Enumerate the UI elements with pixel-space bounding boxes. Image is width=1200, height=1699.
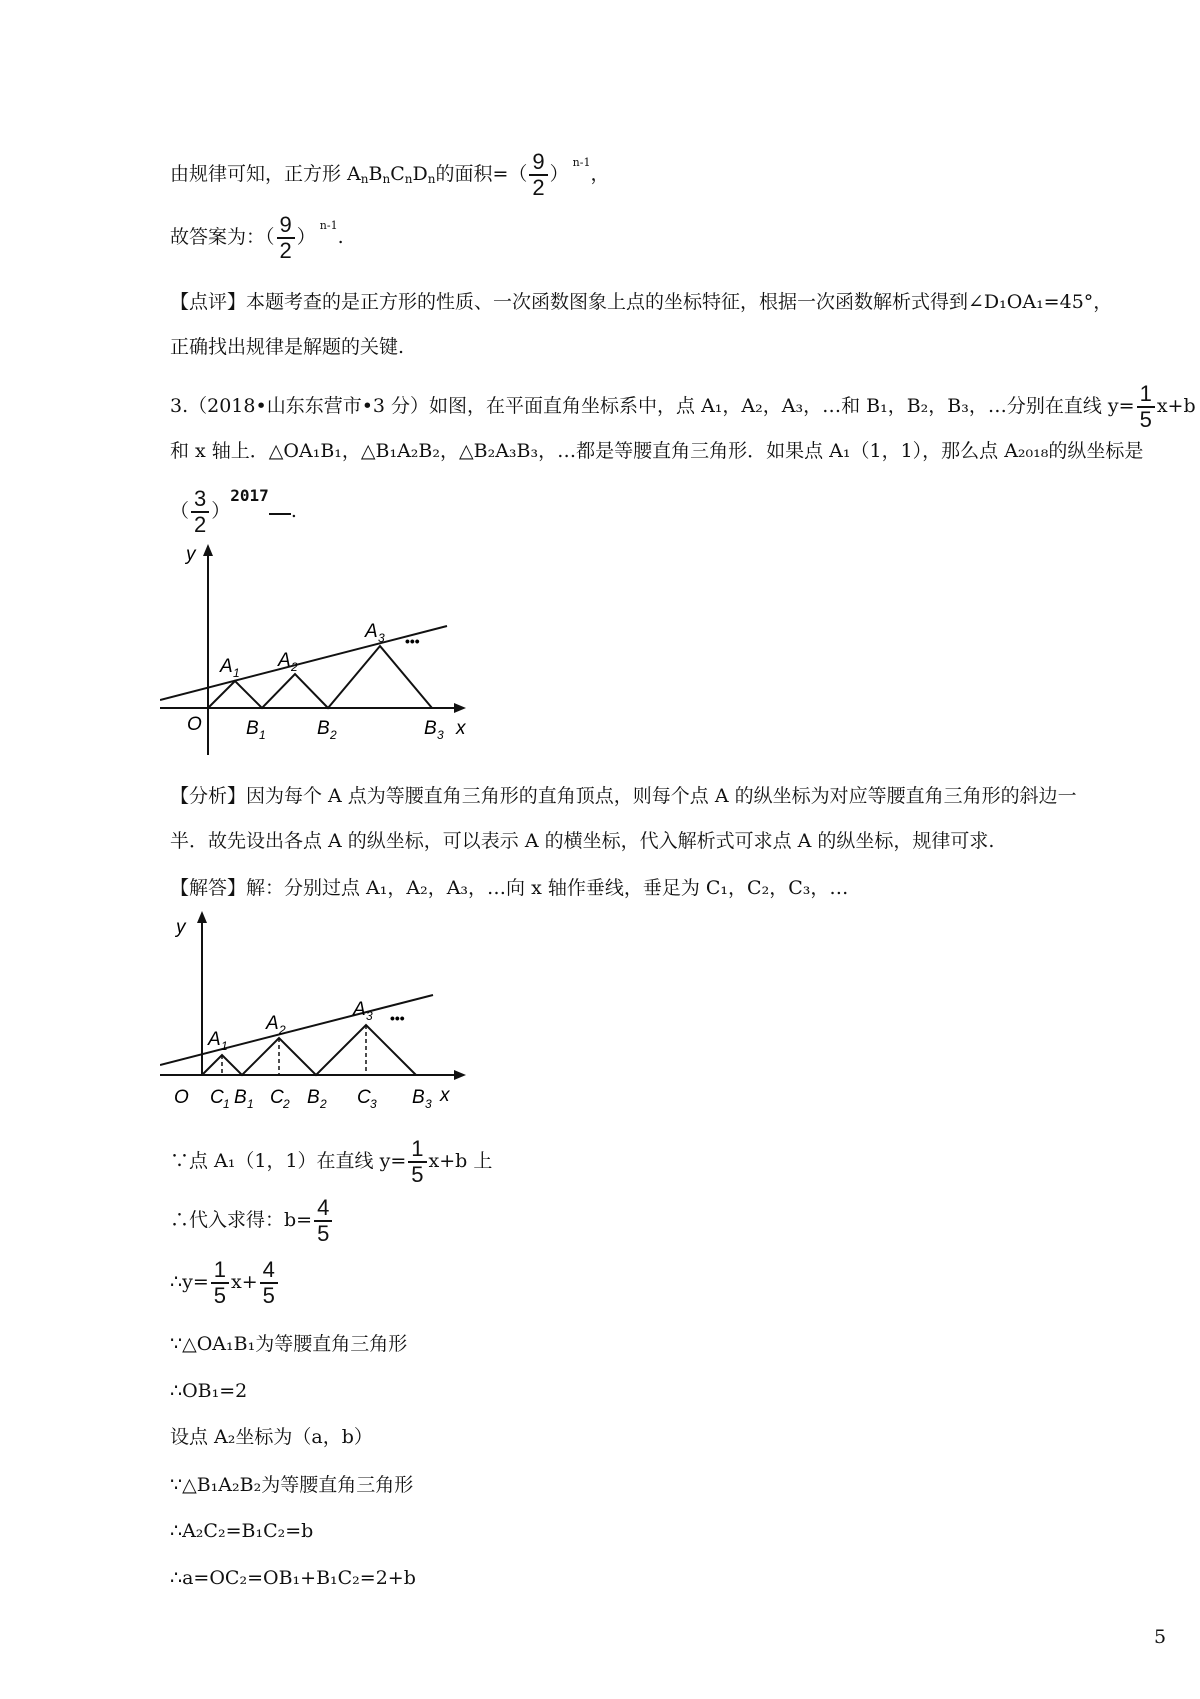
label-y: y: [176, 917, 186, 938]
label-a2: A: [266, 1013, 279, 1034]
label-x: x: [440, 1085, 450, 1106]
comment-line-2: 正确找出规律是解题的关键.: [170, 336, 405, 358]
label-b3: B: [424, 718, 437, 739]
label-x: x: [456, 718, 466, 739]
text: ）: [211, 500, 231, 522]
exponent: n-1: [572, 156, 591, 169]
text: C: [390, 163, 405, 185]
analysis-line-2: 半．故先设出各点 A 的纵坐标，可以表示 A 的横坐标，代入解析式可求点 A 的纵坐标，规律可求.: [170, 830, 995, 852]
text: 3.（2018•山东东营市•3 分）如图，在平面直角坐标系中，点 A₁，A₂，A₃，…和 B₁，B₂，B₃，…分别在直线 y=: [170, 395, 1135, 417]
label-o: O: [174, 1087, 189, 1108]
y-arrow: [203, 544, 213, 556]
text: 由规律可知，正方形 A: [170, 163, 361, 185]
numerator: 4: [317, 1195, 330, 1220]
solution-line-3: [170, 1196, 334, 1246]
sub: n: [360, 172, 369, 186]
text: D: [412, 163, 428, 185]
solution-line-10: ∴a=OC₂=OB₁+B₁C₂=2+b: [170, 1567, 416, 1589]
label-b1-sub: 1: [247, 1097, 254, 1111]
text: ）: [296, 226, 316, 248]
label-a2: A: [278, 650, 291, 671]
triangles-polyline: [208, 646, 432, 708]
denominator: 5: [314, 1220, 332, 1246]
sub: n: [404, 172, 413, 186]
label-a3-sub: 3: [378, 631, 385, 645]
label-a1-sub: 1: [221, 1039, 228, 1053]
label-c1: C: [210, 1087, 224, 1108]
text: 的面积=（: [435, 163, 528, 185]
label-b2-sub: 2: [320, 1097, 327, 1111]
numerator: 9: [532, 149, 545, 174]
fraction-9-2: [277, 213, 295, 263]
figure-1: [160, 540, 480, 770]
denominator: 2: [277, 237, 295, 263]
sub: n: [382, 172, 391, 186]
label-a3: A: [353, 999, 366, 1020]
label-b3-sub: 3: [425, 1097, 432, 1111]
answer-blank: [170, 486, 297, 537]
triangles-polyline: [202, 1025, 416, 1075]
text: .: [337, 226, 344, 248]
solution-line-1: 【解答】解：分别过点 A₁，A₂，A₃，…向 x 轴作垂线，垂足为 C₁，C₂，C₃，…: [170, 877, 849, 899]
label-b1: B: [246, 718, 259, 739]
sub: n: [427, 172, 436, 186]
blank-line: [269, 513, 291, 515]
text: ∵点 A₁（1，1）在直线 y=: [170, 1150, 407, 1172]
label-c2: C: [270, 1087, 284, 1108]
label-c2-sub: 2: [283, 1097, 290, 1111]
numerator: 9: [279, 212, 292, 237]
numerator: 1: [1139, 381, 1152, 406]
label-a1: A: [208, 1029, 221, 1050]
fraction-1-5: [211, 1258, 229, 1308]
numerator: 1: [213, 1257, 226, 1282]
text: （: [170, 500, 190, 522]
text: ∴y=: [170, 1271, 209, 1293]
label-o: O: [187, 714, 202, 735]
analysis-line-1: 【分析】因为每个 A 点为等腰直角三角形的直角顶点，则每个点 A 的纵坐标为对应等腰直角三角形的斜边一: [170, 785, 1077, 807]
label-a1-sub: 1: [233, 666, 240, 680]
solution-line-5: ∵△OA₁B₁为等腰直角三角形: [170, 1333, 408, 1355]
question-line-2: 和 x 轴上．△OA₁B₁，△B₁A₂B₂，△B₂A₃B₃，…都是等腰直角三角形．如果点 A₁（1，1），那么点 A₂₀₁₈的纵坐标是: [170, 440, 1144, 462]
exponent: n-1: [319, 219, 338, 232]
comment-line-1: 【点评】本题考查的是正方形的性质、一次函数图象上点的坐标特征，根据一次函数解析式得到∠D₁OA₁=45°，: [170, 291, 1113, 313]
text-line-1: [170, 150, 609, 200]
text: B: [368, 163, 383, 185]
text: x+b 上: [428, 1150, 493, 1172]
solution-line-9: ∴A₂C₂=B₁C₂=b: [170, 1520, 314, 1542]
denominator: 2: [529, 174, 547, 200]
label-b2: B: [317, 718, 330, 739]
x-arrow: [454, 703, 466, 713]
solution-line-6: ∴OB₁=2: [170, 1380, 248, 1402]
question-line-1: [170, 382, 1196, 432]
label-b3: B: [412, 1087, 425, 1108]
text-line-2: [170, 213, 344, 263]
ellipsis-dots: •••: [405, 633, 420, 649]
fraction-4-5: [314, 1196, 332, 1246]
label-c3: C: [357, 1087, 371, 1108]
figure-2: [160, 905, 480, 1120]
page-number: 5: [1154, 1626, 1167, 1648]
solution-line-2: [170, 1137, 492, 1187]
label-b1: B: [234, 1087, 247, 1108]
label-a2-sub: 2: [279, 1023, 286, 1037]
label-a3-sub: 3: [366, 1009, 373, 1023]
label-a1: A: [220, 656, 233, 677]
denominator: 5: [211, 1282, 229, 1308]
x-arrow: [454, 1070, 466, 1080]
text: .: [290, 500, 297, 522]
label-b2-sub: 2: [330, 728, 337, 742]
denominator: 5: [1137, 406, 1155, 432]
fraction-4-5: [260, 1258, 278, 1308]
exponent: 2017: [230, 486, 269, 505]
fraction-9-2: [529, 150, 547, 200]
solution-line-4: [170, 1258, 280, 1308]
label-y: y: [186, 544, 196, 565]
denominator: 5: [260, 1282, 278, 1308]
y-arrow: [197, 911, 207, 923]
ellipsis-dots: •••: [390, 1010, 405, 1026]
label-a3: A: [365, 621, 378, 642]
text: ，: [590, 163, 610, 185]
solution-line-8: ∵△B₁A₂B₂为等腰直角三角形: [170, 1474, 414, 1496]
fraction-3-2: [191, 487, 209, 537]
fraction-1-5: [408, 1137, 426, 1187]
numerator: 4: [262, 1257, 275, 1282]
text: 故答案为：（: [170, 226, 275, 248]
text: ）: [549, 163, 569, 185]
label-c1-sub: 1: [223, 1097, 230, 1111]
denominator: 5: [408, 1161, 426, 1187]
label-b3-sub: 3: [437, 728, 444, 742]
label-b1-sub: 1: [259, 728, 266, 742]
fraction-1-5: [1137, 382, 1155, 432]
denominator: 2: [191, 511, 209, 537]
solution-line-7: 设点 A₂坐标为（a，b）: [170, 1426, 373, 1448]
numerator: 3: [194, 486, 207, 511]
text: x+: [231, 1271, 258, 1293]
label-c3-sub: 3: [370, 1097, 377, 1111]
numerator: 1: [411, 1136, 424, 1161]
text: ∴代入求得：b=: [170, 1209, 313, 1231]
text: x+b: [1156, 395, 1196, 417]
label-b2: B: [307, 1087, 320, 1108]
line-y-1-5x-plus-b: [160, 626, 447, 700]
label-a2-sub: 2: [291, 660, 298, 674]
